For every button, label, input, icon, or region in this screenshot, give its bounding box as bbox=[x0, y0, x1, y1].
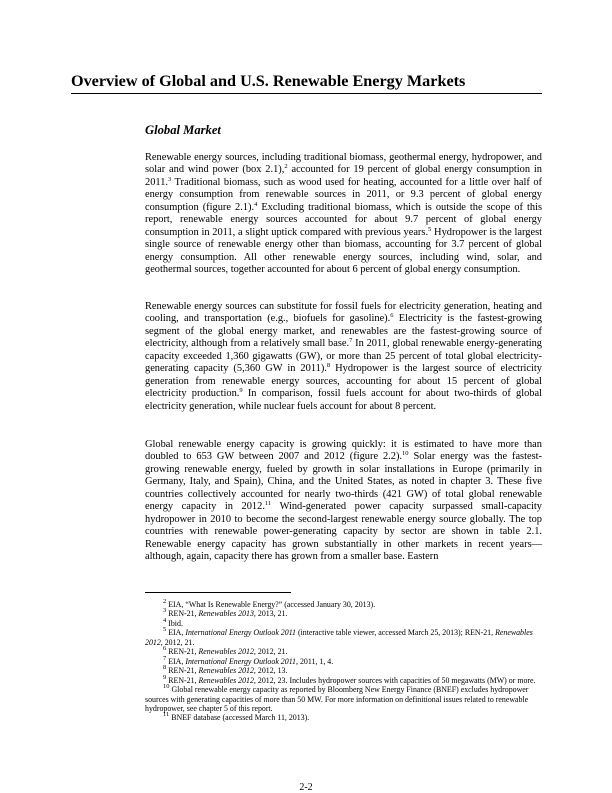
paragraph-text: Traditional biomass, such as wood used for heating, accounted for a little over half of energy consumption from renewable sources in 2011, or 9.3 percent of global energy consumption (figure 2.1). bbox=[145, 176, 542, 213]
footnote bbox=[145, 647, 542, 656]
footnote bbox=[145, 685, 542, 713]
paragraph-text: Global renewable energy capacity is growing quickly: it is estimated to have more than doubled to 653 GW between 2007 and 2012 (figure 2.2). bbox=[145, 439, 542, 463]
paragraph-text: Excluding traditional biomass, which is outside the scope of this report, renewable energy sources accounted for about 9.7 percent of global energy consumption in 2011, a slight uptick compared with previous years. bbox=[145, 201, 543, 238]
paragraph-text: accounted for 19 percent of global energy consumption in 2011. bbox=[145, 164, 542, 188]
footnote-title: Renewables 2012, bbox=[198, 666, 256, 676]
paragraph-text: Hydropower is the largest source of electricity generation from renewable energy sources, accounting for about 15 percent of global electricity production. bbox=[145, 363, 542, 400]
footnote-title: International Energy Outlook 2011 bbox=[185, 656, 296, 666]
footnote-number: 10 bbox=[163, 683, 170, 691]
paragraph-text: Renewable energy sources, including traditional biomass, geothermal energy, hydropower, and solar and wind power (box 2.1), bbox=[145, 152, 542, 176]
footnote-ref: 6 bbox=[390, 312, 394, 320]
footnote-ref: 8 bbox=[326, 362, 331, 370]
footnote-text: Global renewable energy capacity as reported by Bloomberg New Energy Finance (BNEF) excludes hydropower sources with generating capacities of more than 50 MW. For more information on definitional issues related to renewable hydropower, see chapter 5 of this report. bbox=[145, 685, 529, 713]
title-rule bbox=[71, 93, 542, 94]
footnote-number: 3 bbox=[163, 607, 167, 615]
footnote bbox=[145, 654, 542, 666]
footnote-text: REN-21, bbox=[168, 675, 199, 685]
footnote bbox=[145, 628, 542, 647]
paragraph-1 bbox=[145, 152, 542, 277]
footnote-number: 8 bbox=[163, 664, 167, 672]
footnote-text: REN-21, bbox=[168, 647, 199, 657]
footnote-ref: 9 bbox=[239, 387, 243, 395]
footnote-text: 2012, 21. bbox=[255, 647, 288, 657]
footnote bbox=[145, 609, 542, 618]
paragraph-text: Renewable energy sources can substitute for fossil fuels for electricity generation, heating and cooling, and transportation (e.g., biofuels for gasoline). bbox=[145, 301, 542, 325]
footnote bbox=[145, 713, 542, 722]
footnote-number: 7 bbox=[163, 654, 167, 662]
footnote-text: REN-21, bbox=[168, 666, 199, 676]
paragraph-text: Wind-generated power capacity surpassed small-capacity hydropower in 2010 to become the second-largest renewable energy source globally. The top countries with renewable power-generating capacity by sector are shown in table 2.1. Renewable energy capacity has grown substantially in other markets in recent years—although, again, capacity there has grown from a smaller base. Eastern bbox=[145, 501, 543, 563]
paragraph-text: In 2011, global renewable energy-generating capacity exceeded 1,360 gigawatts (GW), or more than 25 percent of total global electricity-generating capacity (5,360 GW in 2011). bbox=[145, 338, 542, 375]
footnote-text: EIA, bbox=[168, 628, 186, 638]
footnote-text: 2012, 23. Includes hydropower sources with capacities of 50 megawatts (MW) or more. bbox=[255, 675, 536, 685]
paragraph-2 bbox=[145, 301, 542, 413]
paragraph-3 bbox=[145, 439, 542, 564]
footnote-title: Renewables 2012, bbox=[145, 628, 533, 647]
chapter-title: Overview of Global and U.S. Renewable Energy Markets bbox=[71, 72, 466, 90]
page-number: 2-2 bbox=[299, 782, 313, 793]
footnote bbox=[145, 673, 542, 685]
footnote-number: 2 bbox=[163, 598, 167, 605]
footnote-ref: 5 bbox=[428, 225, 432, 233]
footnote-text: EIA, bbox=[168, 656, 186, 666]
footnote-number: 11 bbox=[163, 711, 170, 719]
footnote-ref: 4 bbox=[254, 200, 258, 208]
footnote-title: Renewables 2013, bbox=[198, 609, 256, 619]
footnote-text: Ibid. bbox=[168, 618, 183, 628]
paragraph-text: Solar energy was the fastest-growing renewable energy, fueled by growth in solar installations in Europe (primarily in Germany, Italy, and Spain), China, and the United States, as noted in chapter 3. These five countries collectively accounted for nearly two-thirds (421 GW) of total global renewable energy capacity in 2012. bbox=[145, 451, 542, 513]
footnote-title: International Energy Outlook 2011 bbox=[185, 628, 296, 638]
footnote-text: 2013, 21. bbox=[255, 609, 288, 619]
paragraph-text: In comparison, fossil fuels account for about two-thirds of global electricity generation, while nuclear fuels account for about 8 percent. bbox=[145, 388, 542, 412]
footnote-text: (interactive table viewer, accessed March 25, 2013); REN-21, bbox=[296, 628, 496, 638]
footnote-ref: 2 bbox=[284, 163, 288, 171]
footnote-text: 2012, 21. bbox=[162, 637, 195, 647]
footnote-number: 5 bbox=[163, 626, 167, 634]
footnote-number: 6 bbox=[163, 645, 167, 653]
footnote-number: 4 bbox=[163, 616, 167, 624]
footnote bbox=[145, 666, 542, 675]
footnote-text: , 2011, 1, 4. bbox=[296, 656, 334, 666]
footnote-text: 2012, 13. bbox=[255, 666, 288, 676]
footnote-ref: 11 bbox=[264, 500, 272, 508]
footnote-text: EIA, “What Is Renewable Energy?” (accessed January 30, 2013). bbox=[168, 600, 376, 609]
paragraph-text: Hydropower is the largest single source of renewable energy other than biomass, accounting for 3.7 percent of global energy consumption. All other renewable energy sources, including wind, solar, and geothermal sources, together accounted for about 6 percent of global energy consumption. bbox=[145, 226, 542, 276]
section-heading: Global Market bbox=[145, 123, 221, 137]
footnote-ref: 7 bbox=[349, 337, 353, 345]
footnote-title: Renewables 2012, bbox=[198, 647, 256, 657]
footnotes bbox=[145, 600, 542, 723]
footnote bbox=[145, 616, 542, 628]
footnote-separator bbox=[145, 592, 291, 593]
paragraph-text: Electricity is the fastest-growing segment of the global energy market, and renewables are the fastest-growing source of electricity, although from a relatively small base. bbox=[145, 313, 542, 350]
footnote-number: 9 bbox=[163, 673, 167, 681]
footnote-ref: 3 bbox=[168, 175, 172, 183]
footnote-ref: 10 bbox=[402, 450, 409, 458]
footnote-text: BNEF database (accessed March 11, 2013). bbox=[171, 713, 310, 723]
footnote-text: REN-21, bbox=[168, 609, 199, 619]
footnote-title: Renewables 2012, bbox=[198, 675, 256, 685]
